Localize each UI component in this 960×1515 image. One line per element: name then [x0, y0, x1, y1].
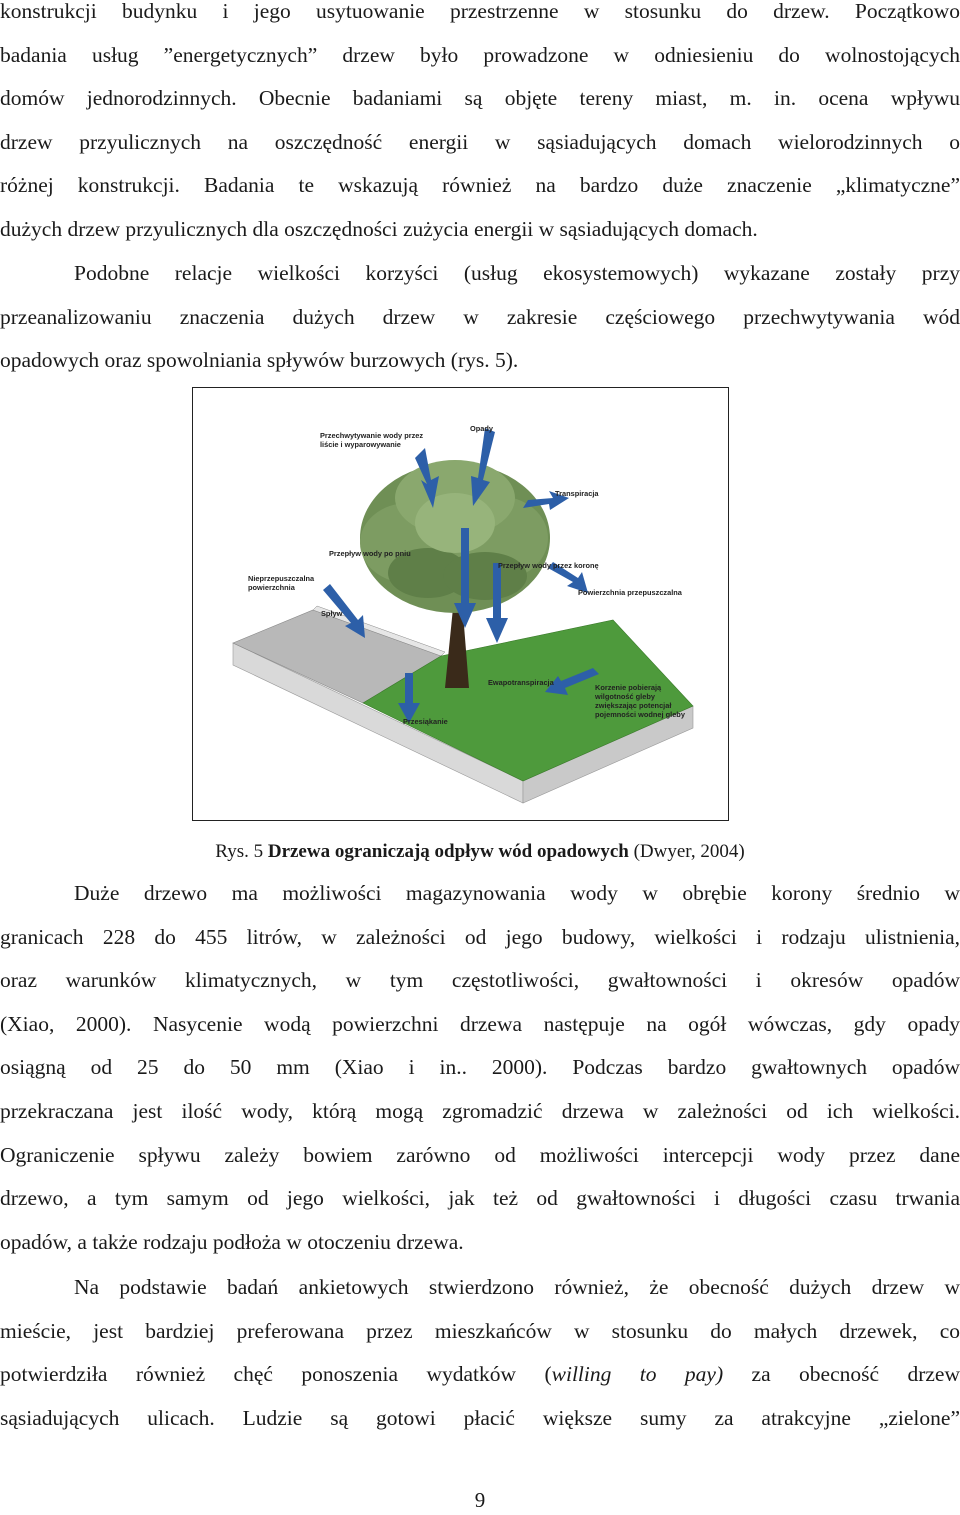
text-line: opadowych oraz spowolniania spływów burzowych (rys. 5). — [0, 348, 519, 373]
paragraph-energy — [0, 0, 960, 252]
paragraph-water-storage — [0, 872, 960, 1264]
label-infiltration: Przesiąkanie — [403, 717, 448, 726]
label-rain: Opady — [470, 424, 493, 433]
page-number: 9 — [474, 1488, 486, 1512]
text-line: (Xiao, 2000). Nasycenie wodą powierzchni drzewa następuje na ogół wówczas, gdy opady — [0, 1011, 960, 1036]
text-line: osiągną od 25 do 50 mm (Xiao i in.. 2000). Podczas bardzo gwałtownych opadów — [0, 1055, 960, 1080]
label-runoff: Spływ — [321, 609, 343, 618]
paragraph-survey — [0, 1266, 960, 1440]
caption-title: Drzewa ograniczają odpływ wód opadowych — [267, 841, 629, 862]
label-roots: Korzenie pobierają — [595, 683, 662, 692]
text-line: Podobne relacje wielkości korzyści (usług ekosystemowych) wykazane zostały przy — [74, 261, 960, 285]
text-line: przeanalizowaniu znaczenia dużych drzew w zakresie częściowego przechwytywania wód — [0, 304, 960, 329]
text-line: mieście, jest bardziej preferowana przez mieszkańców w stosunku do małych drzewek, co — [0, 1318, 960, 1343]
text-line: drzewo, a tym samym od jego wielkości, jak też od gwałtowności i długości czasu trwania — [0, 1186, 960, 1211]
label-roots: pojemności wodnej gleby — [595, 710, 685, 719]
paragraph-ecosystem-services — [0, 252, 960, 383]
italic-term: willing to pay) — [551, 1362, 724, 1387]
text-line: sąsiadujących ulicach. Ludzie są gotowi płacić większe sumy za atrakcyjne „zielone” — [0, 1405, 960, 1430]
label-impervious: powierzchnia — [248, 583, 295, 592]
label-transpiration: Transpiracja — [555, 489, 599, 498]
label-throughfall: Przepływ wody przez koronę — [498, 561, 599, 570]
text-line: różnej konstrukcji. Badania te wskazują również na bardzo duże znaczenie „klimatyczne” — [0, 173, 960, 198]
tree-canopy — [360, 460, 550, 613]
text-line: domów jednorodzinnych. Obecnie badaniami są objęte tereny miast, m. in. ocena wpływu — [0, 86, 960, 111]
text-line: przekraczana jest ilość wody, którą mogą zgromadzić drzewa w zależności od ich wielkości. — [0, 1098, 960, 1123]
text-line: dużych drzew przyulicznych dla oszczędności zużycia energii w sąsiadujących domach. — [0, 216, 758, 241]
figure-caption — [0, 836, 960, 868]
label-pervious: Powierzchnia przepuszczalna — [578, 588, 682, 597]
text-line: oraz warunków klimatycznych, w tym częstotliwości, gwałtowności i okresów opadów — [0, 968, 960, 993]
tree-diagram-illustration — [193, 388, 728, 820]
label-interception: Przechwytywanie wody przez — [320, 431, 424, 440]
text-line: drzew przyulicznych na oszczędność energii w sąsiadujących domach wielorodzinnych o — [0, 129, 960, 154]
figure-tree-water-diagram — [192, 387, 729, 821]
caption-prefix: Rys. 5 — [215, 841, 268, 862]
text-run: za obecność drzew — [723, 1362, 960, 1387]
label-roots: wilgotność gleby — [595, 692, 655, 701]
text-line: badania usług ”energetycznych” drzew było prowadzone w odniesieniu do wolnostojących — [0, 42, 960, 67]
text-line: granicach 228 do 455 litrów, w zależności od jego budowy, wielkości i rodzaju ulistnienia, — [0, 924, 960, 949]
text-line: konstrukcji budynku i jego usytuowanie przestrzenne w stosunku do drzew. Początkowo — [0, 0, 960, 23]
label-stemflow: Przepływ wody po pniu — [329, 549, 411, 558]
label-roots: zwiększając potencjał — [595, 701, 672, 710]
label-impervious: Nieprzepuszczalna — [248, 574, 315, 583]
label-evapotranspiration: Ewapotranspiracja — [488, 678, 554, 687]
text-run: potwierdziła również chęć ponoszenia wydatków ( — [0, 1362, 552, 1387]
text-line — [0, 1353, 960, 1397]
text-line: Duże drzewo ma możliwości magazynowania wody w obrębie korony średnio w — [74, 881, 960, 905]
text-line: opadów, a także rodzaju podłoża w otoczeniu drzewa. — [0, 1229, 464, 1254]
label-interception: liście i wyparowywanie — [320, 440, 401, 449]
text-line: Ograniczenie spływu zależy bowiem zarówno od możliwości intercepcji wody przez dane — [0, 1142, 960, 1167]
caption-source: (Dwyer, 2004) — [628, 841, 745, 862]
text-line: Na podstawie badań ankietowych stwierdzono również, że obecność dużych drzew w — [74, 1275, 960, 1299]
